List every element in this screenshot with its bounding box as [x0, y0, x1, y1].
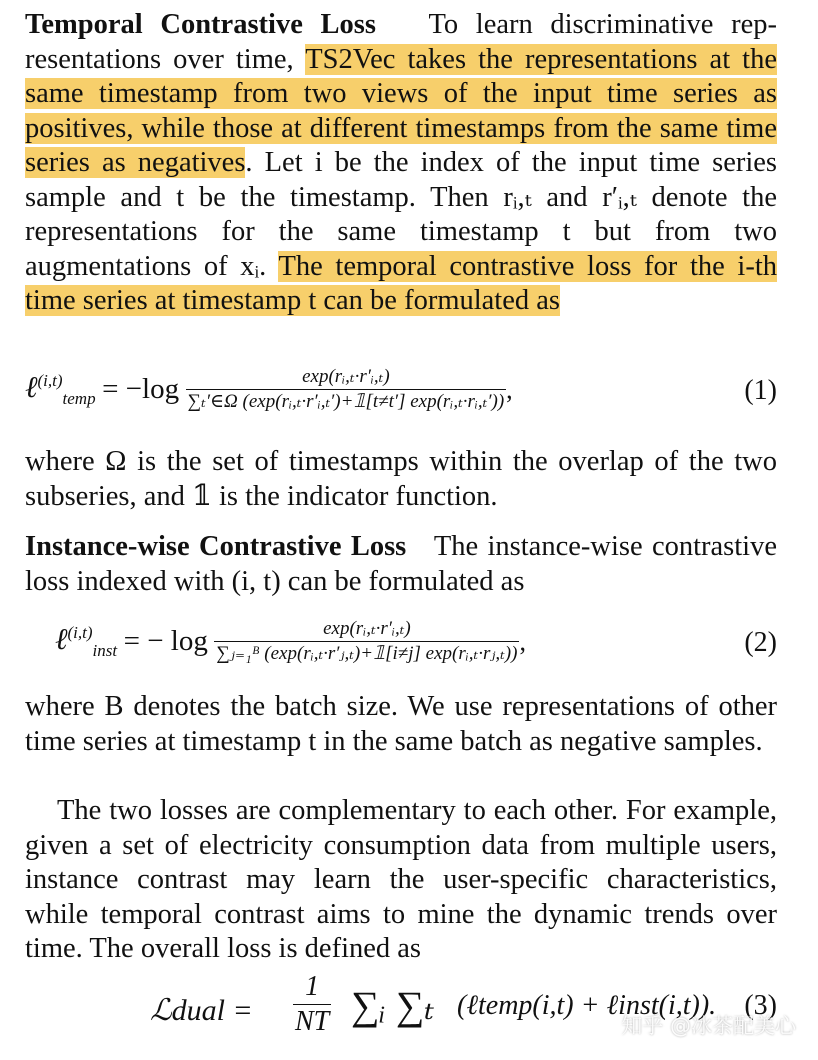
watermark: 知乎 @冰茶配美心 — [621, 1014, 796, 1038]
eq1-lhs: ℓ$^{(i,t)}_{temp}$ — [25, 370, 96, 408]
paper-page — [25, 0, 777, 1060]
eq3-fraction: $\frac{1}{NT}$ — [295, 971, 330, 1037]
eq2-fraction — [214, 617, 519, 666]
eq2-lhs: ℓ$^{(i,t)}_{inst}$ — [55, 622, 118, 660]
highlight-temporal-loss: The temporal contrastive loss for the i-th time series at timestamp t can be formulated as — [25, 250, 777, 316]
eq3-body: (ℓtemp(i,t) + ℓinst(i,t)). — [457, 990, 717, 1021]
equation-1: ℓ$^{(i,t)}_{temp}$ = −log $\frac{\text{exp(rᵢ,ₜ·r′ᵢ,ₜ)}}{\text{∑ₜ′∈Ω (exp(rᵢ,ₜ·r′ᵢ,ₜ′)+𝟙[t≠t′] exp(rᵢ,ₜ·rᵢ,ₜ′))}}$ , (1) — [25, 366, 777, 412]
temporal-loss-paragraph — [25, 8, 777, 319]
temporal-definition-text: . Let i be the index of the input time series sample and t be the timestamp. Then rᵢ,ₜ and r′ᵢ,ₜ denote the representations for the same timestamp t but from two augmentations of xᵢ. — [25, 147, 777, 282]
eq2-operator: = − log — [123, 625, 208, 657]
eq1-operator: = −log — [102, 373, 180, 405]
highlight-positives-negatives: TS2Vec takes the representations at the same timestamp from two views of the input time series as positives, while those at different timestamps from the same time series as negatives — [25, 43, 777, 178]
instance-intro-text: The instance-wise contrastive loss indexed with (i, t) can be formulated as — [25, 531, 777, 597]
eq1-fraction — [186, 365, 507, 414]
equation-2: ℓ$^{(i,t)}_{inst}$ = − log $\frac{\text{exp(rᵢ,ₜ·r′ᵢ,ₜ)}}{\text{∑ⱼ₌₁ᴮ (exp(rᵢ,ₜ·r′ⱼ,ₜ)+𝟙[i≠j] exp(rᵢ,ₜ·rⱼ,ₜ))}}$ , (2) — [55, 618, 777, 664]
eq3-sums: ∑ᵢ ∑ₜ — [351, 983, 435, 1028]
instance-loss-paragraph — [25, 530, 777, 599]
eq2-number: (2) — [744, 627, 777, 658]
eq1-numerator: exp(rᵢ,ₜ·r′ᵢ,ₜ) — [186, 365, 507, 390]
eq1-denominator: ∑ₜ′∈Ω (exp(rᵢ,ₜ·r′ᵢ,ₜ′)+𝟙[t≠t′] exp(rᵢ,ₜ·rᵢ,ₜ′)) — [187, 391, 505, 412]
temporal-intro-text: To learn discriminative representations over time, — [25, 9, 777, 75]
batch-size-paragraph: where B denotes the batch size. We use representations of other time series at timestamp t in the same batch as negative samples. — [25, 691, 777, 757]
instance-loss-heading: Instance-wise Contrastive Loss — [25, 531, 407, 562]
eq2-denominator: ∑ⱼ₌₁ᴮ (exp(rᵢ,ₜ·r′ⱼ,ₜ)+𝟙[i≠j] exp(rᵢ,ₜ·rⱼ,ₜ)) — [216, 643, 518, 664]
temporal-loss-heading: Temporal Contrastive Loss — [25, 9, 376, 40]
eq1-number: (1) — [744, 375, 777, 406]
eq3-number: (3) — [744, 990, 777, 1021]
omega-definition-paragraph: where Ω is the set of timestamps within the overlap of the two subseries, and 𝟙 is the indicator function. — [25, 446, 777, 512]
eq2-numerator: exp(rᵢ,ₜ·r′ᵢ,ₜ) — [214, 617, 519, 642]
eq3-lhs: ℒdual = — [150, 994, 253, 1027]
complementary-losses-paragraph: The two losses are complementary to each other. For example, given a set of electricity consumption data from multiple users, instance contrast may learn the user-specific characteristics, while temporal contrast aims to mine the dynamic trends over time. The overall loss is defined as — [25, 795, 777, 964]
